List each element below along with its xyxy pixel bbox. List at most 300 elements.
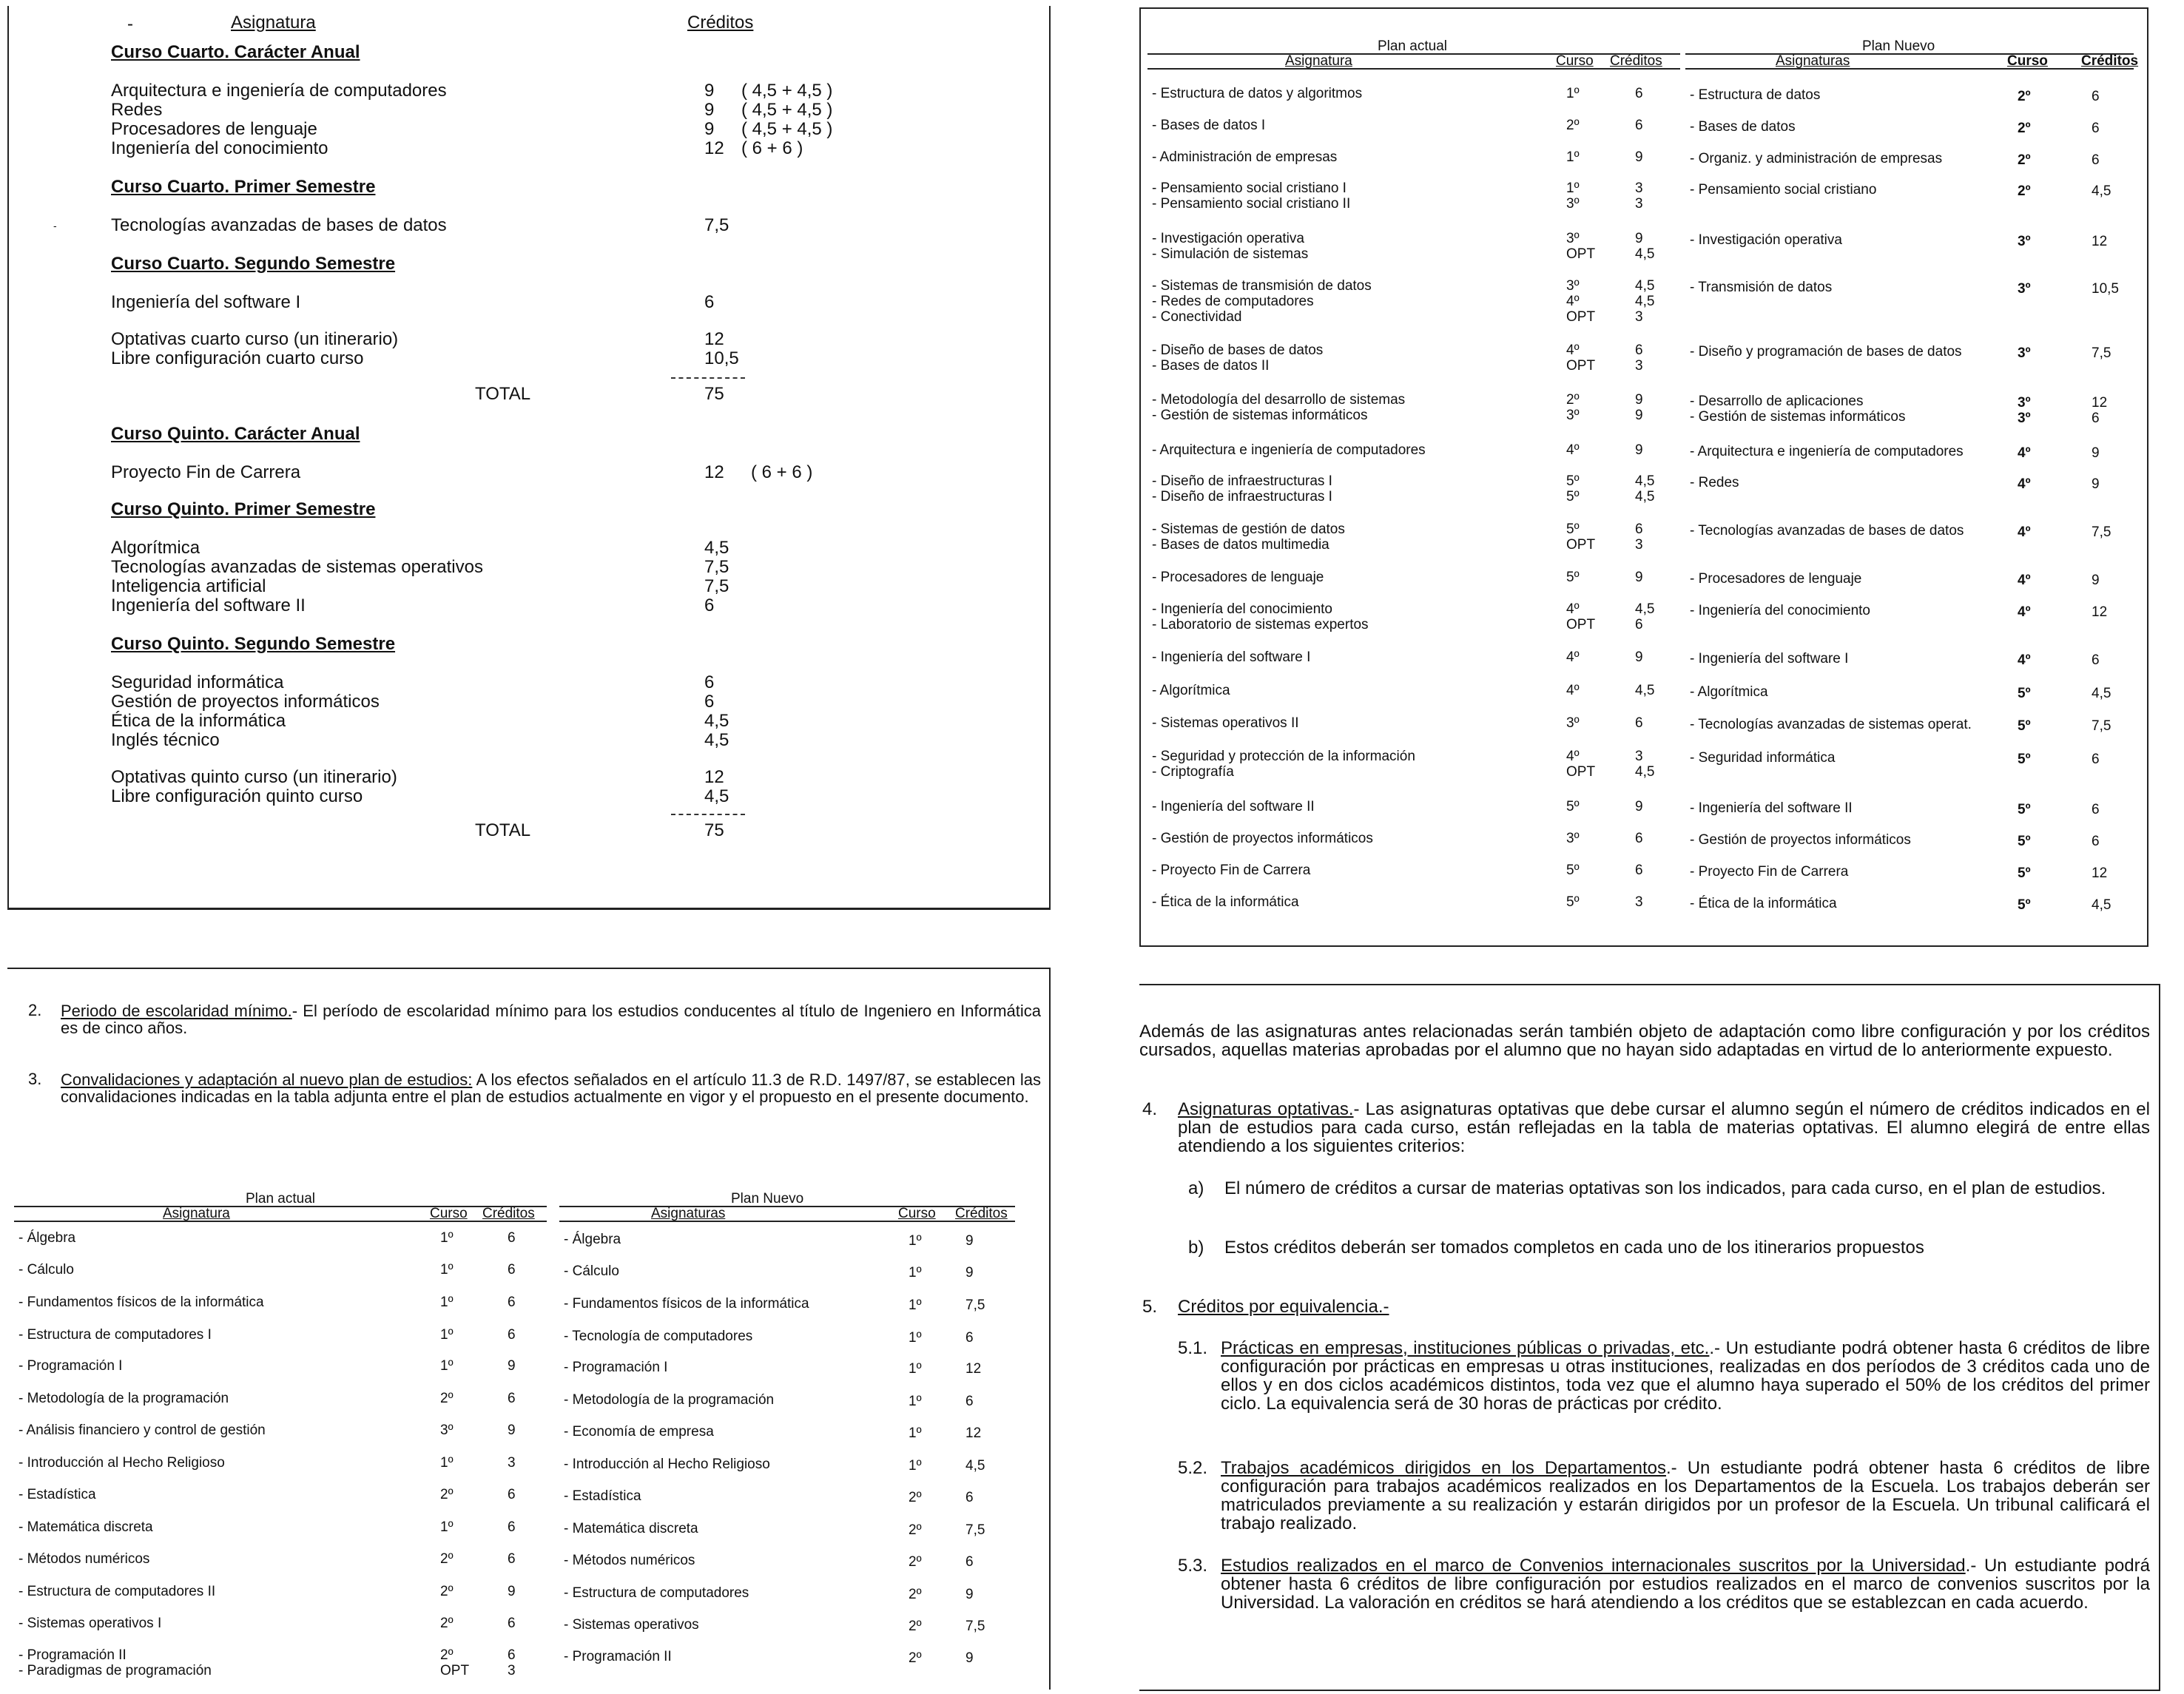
old-credits: 6 xyxy=(508,1519,516,1535)
old-course: 2º xyxy=(440,1551,454,1567)
old-credits: 4,5 xyxy=(1635,489,1655,505)
old-course: 3º xyxy=(440,1423,454,1438)
table-rule xyxy=(1147,53,1680,55)
total-label: TOTAL xyxy=(475,820,531,840)
old-course: 5º xyxy=(1566,799,1580,814)
old-course: 2º xyxy=(440,1487,454,1502)
new-subject: - Estadística xyxy=(564,1488,641,1504)
old-credits: 3 xyxy=(1635,894,1643,910)
row-credits: 4,5 xyxy=(704,711,729,731)
row-name: Libre configuración quinto curso xyxy=(111,786,363,806)
subitem-title: Estudios realizados en el marco de Convenios internacionales suscritos por la Universidad xyxy=(1221,1556,1966,1576)
new-course: 4º xyxy=(2018,652,2031,668)
old-subject: - Sistemas operativos I xyxy=(18,1616,162,1631)
panel-curso-cuarto-quinto xyxy=(7,6,1051,910)
old-credits: 6 xyxy=(508,1487,516,1502)
col-header-curso-new: Curso xyxy=(2007,53,2048,69)
old-subject: - Investigación operativa xyxy=(1152,231,1304,246)
old-subject: - Cálculo xyxy=(18,1262,74,1278)
old-subject: - Introducción al Hecho Religioso xyxy=(18,1455,225,1471)
old-course: OPT xyxy=(440,1663,470,1678)
new-course: 1º xyxy=(909,1330,922,1346)
old-course: OPT xyxy=(1566,764,1596,780)
new-subject: - Cálculo xyxy=(564,1263,619,1279)
subitem-title: Prácticas en empresas, instituciones públicas o privadas, etc. xyxy=(1221,1338,1710,1358)
old-subject: - Gestión de proyectos informáticos xyxy=(1152,831,1373,846)
new-subject: - Procesadores de lenguaje xyxy=(1690,571,1862,587)
new-credits: 9 xyxy=(965,1650,974,1666)
new-subject: - Sistemas operativos xyxy=(564,1617,699,1633)
sum-divider xyxy=(671,814,745,815)
old-subject: - Álgebra xyxy=(18,1230,76,1246)
new-course: 2º xyxy=(909,1490,922,1505)
row-credits: 7,5 xyxy=(704,576,729,596)
old-course: 5º xyxy=(1566,863,1580,878)
subitem-title: Trabajos académicos dirigidos en los Departamentos xyxy=(1221,1458,1666,1478)
row-detail: ( 6 + 6 ) xyxy=(741,138,803,158)
new-subject: - Redes xyxy=(1690,475,1739,490)
row-name: Arquitectura e ingeniería de computadores xyxy=(111,81,447,101)
row-name: Ingeniería del software II xyxy=(111,595,306,615)
old-credits: 4,5 xyxy=(1635,294,1655,309)
item-title: Créditos por equivalencia.- xyxy=(1178,1297,1389,1317)
total-value: 75 xyxy=(704,820,724,840)
old-course: 1º xyxy=(440,1295,454,1310)
old-credits: 9 xyxy=(1635,799,1643,814)
old-subject: - Estadística xyxy=(18,1487,96,1502)
new-subject: - Proyecto Fin de Carrera xyxy=(1690,864,1849,880)
new-subject: - Ingeniería del software I xyxy=(1690,651,1849,667)
new-course: 2º xyxy=(2018,152,2031,168)
old-credits: 4,5 xyxy=(1635,764,1655,780)
old-credits: 3 xyxy=(1635,180,1643,196)
section-heading: Curso Quinto. Segundo Semestre xyxy=(111,634,396,654)
old-subject: - Programación I xyxy=(18,1358,123,1374)
new-subject: - Álgebra xyxy=(564,1232,621,1247)
row-credits: 9 xyxy=(704,81,715,101)
bullet-mark: - xyxy=(53,220,57,232)
item-number: 2. xyxy=(28,1001,42,1019)
dash-mark: - xyxy=(127,14,133,34)
new-credits: 9 xyxy=(2092,476,2100,492)
new-subject: - Bases de datos xyxy=(1690,119,1796,135)
old-subject: - Gestión de sistemas informáticos xyxy=(1152,408,1368,423)
new-credits: 9 xyxy=(965,1265,974,1280)
new-credits: 9 xyxy=(965,1233,974,1249)
intro-paragraph: Además de las asignaturas antes relacionadas serán también objeto de adaptación como libre configuración y por los créditos cursados, aquellas materias aprobadas por el alumno que no hayan sido adaptadas en virtud de lo anteriormente expuesto. xyxy=(1139,1022,2150,1060)
row-name: Ética de la informática xyxy=(111,711,286,731)
new-course: 2º xyxy=(909,1587,922,1602)
new-subject: - Programación I xyxy=(564,1360,668,1375)
old-subject: - Criptografía xyxy=(1152,764,1234,780)
item-text: - El período de escolaridad mínimo para los estudios conducentes al título de Ingeniero en Informática es de cinco años. xyxy=(61,1002,1042,1037)
list-text: Estos créditos deberán ser tomados completos en cada uno de los itinerarios propuestos xyxy=(1224,1238,1924,1258)
row-credits: 6 xyxy=(704,672,715,692)
row-credits: 9 xyxy=(704,119,715,139)
old-course: 2º xyxy=(440,1391,454,1406)
section-heading: Curso Cuarto. Primer Semestre xyxy=(111,177,376,197)
row-name: Inglés técnico xyxy=(111,730,220,750)
new-course: 2º xyxy=(2018,183,2031,199)
plan-nuevo-header: Plan Nuevo xyxy=(1862,38,1935,54)
subitem-paragraph xyxy=(1221,1339,2150,1413)
old-course: 4º xyxy=(1566,601,1580,617)
new-subject: - Ingeniería del software II xyxy=(1690,800,1853,816)
old-subject: - Procesadores de lenguaje xyxy=(1152,570,1324,585)
old-course: OPT xyxy=(1566,309,1596,325)
header-asignatura: Asignatura xyxy=(231,13,316,33)
new-subject: - Transmisión de datos xyxy=(1690,280,1833,295)
old-credits: 6 xyxy=(1635,617,1643,632)
new-subject: - Tecnologías avanzadas de sistemas operat. xyxy=(1690,717,1972,732)
old-subject: - Estructura de computadores I xyxy=(18,1327,212,1343)
section-heading: Curso Quinto. Primer Semestre xyxy=(111,499,376,519)
old-course: 3º xyxy=(1566,831,1580,846)
old-course: 3º xyxy=(1566,196,1580,212)
row-name: Inteligencia artificial xyxy=(111,576,266,596)
old-subject: - Conectividad xyxy=(1152,309,1242,325)
old-subject: - Algorítmica xyxy=(1152,683,1230,698)
old-course: 1º xyxy=(1566,180,1580,196)
old-credits: 6 xyxy=(508,1327,516,1343)
new-course: 2º xyxy=(2018,121,2031,136)
old-credits: 6 xyxy=(508,1551,516,1567)
old-credits: 4,5 xyxy=(1635,601,1655,617)
new-subject: - Ética de la informática xyxy=(1690,896,1837,911)
old-course: OPT xyxy=(1566,617,1596,632)
new-credits: 6 xyxy=(2092,652,2100,668)
old-credits: 6 xyxy=(508,1262,516,1278)
old-subject: - Proyecto Fin de Carrera xyxy=(1152,863,1311,878)
new-course: 3º xyxy=(2018,234,2031,249)
new-subject: - Economía de empresa xyxy=(564,1424,714,1440)
old-course: 1º xyxy=(440,1262,454,1278)
old-subject: - Ética de la informática xyxy=(1152,894,1299,910)
col-header-creditos-new: Créditos xyxy=(955,1206,1008,1221)
new-credits: 9 xyxy=(2092,445,2100,461)
row-name: Seguridad informática xyxy=(111,672,284,692)
old-credits: 6 xyxy=(1635,342,1643,358)
new-subject: - Tecnología de computadores xyxy=(564,1329,753,1344)
old-course: 4º xyxy=(1566,749,1580,764)
new-subject: - Fundamentos físicos de la informática xyxy=(564,1296,809,1312)
row-name: Libre configuración cuarto curso xyxy=(111,348,364,368)
old-credits: 6 xyxy=(1635,118,1643,133)
old-subject: - Diseño de infraestructuras I xyxy=(1152,489,1332,505)
old-course: 4º xyxy=(1566,342,1580,358)
old-credits: 4,5 xyxy=(1635,473,1655,489)
old-subject: - Bases de datos II xyxy=(1152,358,1270,374)
old-course: 4º xyxy=(1566,294,1580,309)
new-subject: - Diseño y programación de bases de datos xyxy=(1690,344,1962,360)
old-course: 5º xyxy=(1566,473,1580,489)
new-course: 2º xyxy=(909,1650,922,1666)
row-name: Algorítmica xyxy=(111,538,200,558)
row-credits: 6 xyxy=(704,595,715,615)
item-number: 3. xyxy=(28,1070,42,1088)
col-header-curso-new: Curso xyxy=(898,1206,936,1221)
new-subject: - Organiz. y administración de empresas xyxy=(1690,151,1943,166)
row-name: Gestión de proyectos informáticos xyxy=(111,692,380,712)
sum-divider xyxy=(671,377,745,379)
col-header-curso: Curso xyxy=(430,1206,468,1221)
new-course: 5º xyxy=(2018,834,2031,849)
old-credits: 3 xyxy=(1635,309,1643,325)
table-rule xyxy=(1147,68,1680,70)
panel-adaptation-table-upper xyxy=(1139,7,2148,947)
new-course: 1º xyxy=(909,1458,922,1474)
old-credits: 9 xyxy=(1635,442,1643,458)
old-credits: 6 xyxy=(508,1616,516,1631)
row-credits: 6 xyxy=(704,292,715,312)
new-subject: - Desarrollo de aplicaciones xyxy=(1690,394,1864,409)
new-course: 3º xyxy=(2018,281,2031,297)
new-subject: - Ingeniería del conocimiento xyxy=(1690,603,1870,618)
total-value: 75 xyxy=(704,384,724,404)
new-credits: 6 xyxy=(2092,121,2100,136)
header-creditos: Créditos xyxy=(687,13,754,33)
old-credits: 6 xyxy=(1635,863,1643,878)
row-credits: 12 xyxy=(704,462,724,482)
new-course: 3º xyxy=(2018,345,2031,361)
old-subject: - Fundamentos físicos de la informática xyxy=(18,1295,264,1310)
new-course: 5º xyxy=(2018,865,2031,881)
old-credits: 6 xyxy=(508,1647,516,1663)
old-subject: - Ingeniería del software II xyxy=(1152,799,1315,814)
old-course: 5º xyxy=(1566,489,1580,505)
old-credits: 4,5 xyxy=(1635,278,1655,294)
new-credits: 12 xyxy=(965,1425,982,1441)
panel-optativas-equivalencia xyxy=(1139,984,2160,1691)
new-credits: 4,5 xyxy=(2092,183,2111,199)
new-course: 1º xyxy=(909,1298,922,1313)
new-credits: 12 xyxy=(2092,865,2108,881)
item-title: Asignaturas optativas. xyxy=(1178,1099,1354,1119)
old-subject: - Estructura de computadores II xyxy=(18,1584,216,1599)
plan-nuevo-header: Plan Nuevo xyxy=(731,1191,804,1207)
panel-convalidaciones xyxy=(7,968,1051,1690)
subitem-text: .- Un estudiante podrá obtener hasta 6 créditos de libre configuración por estudios realizados en el marco de convenios suscritos por la Universidad. La valoración en créditos se hará atendiendo a los créditos que se establezcan en cada acuerdo. xyxy=(1221,1556,2150,1613)
new-course: 5º xyxy=(2018,752,2031,767)
subitem-paragraph xyxy=(1221,1459,2150,1533)
item-number: 4. xyxy=(1142,1099,1158,1119)
col-header-asignaturas: Asignaturas xyxy=(651,1206,726,1221)
row-credits: 12 xyxy=(704,767,724,787)
old-subject: - Paradigmas de programación xyxy=(18,1663,212,1678)
old-subject: - Pensamiento social cristiano I xyxy=(1152,180,1347,196)
old-credits: 6 xyxy=(508,1295,516,1310)
row-credits: 7,5 xyxy=(704,557,729,577)
new-credits: 6 xyxy=(965,1394,974,1409)
table-rule xyxy=(559,1221,1015,1222)
old-subject: - Métodos numéricos xyxy=(18,1551,150,1567)
row-credits: 4,5 xyxy=(704,538,729,558)
old-subject: - Ingeniería del conocimiento xyxy=(1152,601,1332,617)
new-credits: 6 xyxy=(2092,834,2100,849)
new-subject: - Gestión de sistemas informáticos xyxy=(1690,409,1906,425)
old-credits: 6 xyxy=(508,1391,516,1406)
list-text: El número de créditos a cursar de materias optativas son los indicados, para cada curso, en el plan de estudios. xyxy=(1224,1178,2106,1198)
old-credits: 3 xyxy=(1635,749,1643,764)
old-course: 1º xyxy=(1566,86,1580,101)
old-subject: - Administración de empresas xyxy=(1152,149,1338,165)
old-course: 3º xyxy=(1566,278,1580,294)
new-credits: 6 xyxy=(2092,802,2100,817)
new-credits: 6 xyxy=(965,1330,974,1346)
new-credits: 9 xyxy=(965,1587,974,1602)
old-course: 1º xyxy=(440,1230,454,1246)
old-course: OPT xyxy=(1566,246,1596,262)
new-course: 5º xyxy=(2018,686,2031,701)
row-name: Optativas quinto curso (un itinerario) xyxy=(111,767,397,787)
old-subject: - Seguridad y protección de la información xyxy=(1152,749,1415,764)
new-subject: - Introducción al Hecho Religioso xyxy=(564,1457,770,1472)
row-detail: ( 4,5 + 4,5 ) xyxy=(741,100,833,120)
new-subject: - Matemática discreta xyxy=(564,1521,698,1536)
new-credits: 4,5 xyxy=(2092,897,2111,913)
old-subject: - Estructura de datos y algoritmos xyxy=(1152,86,1363,101)
old-credits: 9 xyxy=(1635,149,1643,165)
old-subject: - Sistemas de gestión de datos xyxy=(1152,522,1345,537)
col-header-asignaturas: Asignaturas xyxy=(1776,53,1850,69)
new-credits: 6 xyxy=(2092,89,2100,104)
row-credits: 10,5 xyxy=(704,348,739,368)
new-course: 2º xyxy=(909,1619,922,1634)
row-detail: ( 4,5 + 4,5 ) xyxy=(741,119,833,139)
old-course: 1º xyxy=(1566,149,1580,165)
new-course: 4º xyxy=(2018,524,2031,540)
row-credits: 12 xyxy=(704,138,724,158)
old-course: 3º xyxy=(1566,231,1580,246)
old-subject: - Análisis financiero y control de gestión xyxy=(18,1423,266,1438)
old-credits: 3 xyxy=(508,1455,516,1471)
plan-actual-header: Plan actual xyxy=(1378,38,1448,54)
old-credits: 3 xyxy=(508,1663,516,1678)
new-credits: 4,5 xyxy=(2092,686,2111,701)
item-paragraph xyxy=(1178,1100,2150,1155)
new-credits: 12 xyxy=(2092,604,2108,620)
new-credits: 12 xyxy=(2092,234,2108,249)
row-name: Ingeniería del software I xyxy=(111,292,301,312)
new-subject: - Metodología de la programación xyxy=(564,1392,775,1408)
item-paragraph xyxy=(61,1002,1041,1036)
plan-actual-header: Plan actual xyxy=(246,1191,316,1207)
subitem-paragraph xyxy=(1221,1556,2150,1612)
col-header-curso: Curso xyxy=(1556,53,1594,69)
new-credits: 4,5 xyxy=(965,1458,985,1474)
item-title: Periodo de escolaridad mínimo. xyxy=(61,1002,292,1020)
new-course: 4º xyxy=(2018,604,2031,620)
new-credits: 10,5 xyxy=(2092,281,2119,297)
old-course: 2º xyxy=(440,1584,454,1599)
old-subject: - Ingeniería del software I xyxy=(1152,649,1311,665)
new-course: 2º xyxy=(909,1522,922,1538)
old-credits: 4,5 xyxy=(1635,683,1655,698)
old-subject: - Simulación de sistemas xyxy=(1152,246,1309,262)
table-rule xyxy=(14,1221,547,1222)
old-course: OPT xyxy=(1566,358,1596,374)
old-subject: - Sistemas de transmisión de datos xyxy=(1152,278,1372,294)
old-subject: - Metodología de la programación xyxy=(18,1391,229,1406)
old-subject: - Metodología del desarrollo de sistemas xyxy=(1152,392,1406,408)
old-subject: - Pensamiento social cristiano II xyxy=(1152,196,1351,212)
old-credits: 9 xyxy=(1635,231,1643,246)
old-course: 1º xyxy=(440,1519,454,1535)
row-credits: 4,5 xyxy=(704,786,729,806)
old-credits: 6 xyxy=(1635,715,1643,731)
new-credits: 7,5 xyxy=(965,1298,985,1313)
old-credits: 6 xyxy=(1635,831,1643,846)
old-course: 2º xyxy=(440,1647,454,1663)
table-rule xyxy=(559,1206,1015,1207)
new-credits: 6 xyxy=(2092,411,2100,426)
old-credits: 9 xyxy=(1635,392,1643,408)
old-subject: - Arquitectura e ingeniería de computadores xyxy=(1152,442,1426,458)
row-credits: 9 xyxy=(704,100,715,120)
row-credits: 12 xyxy=(704,329,724,349)
row-credits: 6 xyxy=(704,692,715,712)
old-course: 4º xyxy=(1566,442,1580,458)
old-subject: - Sistemas operativos II xyxy=(1152,715,1299,731)
list-label: a) xyxy=(1188,1178,1204,1198)
old-course: 5º xyxy=(1566,570,1580,585)
new-credits: 12 xyxy=(965,1361,982,1377)
old-subject: - Redes de computadores xyxy=(1152,294,1314,309)
section-heading: Curso Quinto. Carácter Anual xyxy=(111,424,360,444)
old-subject: - Bases de datos multimedia xyxy=(1152,537,1329,553)
old-subject: - Programación II xyxy=(18,1647,127,1663)
old-subject: - Diseño de infraestructuras I xyxy=(1152,473,1332,489)
old-credits: 9 xyxy=(1635,570,1643,585)
subitem-text: .- Un estudiante podrá obtener hasta 6 créditos de libre configuración por prácticas en empresas u otras instituciones, realizadas en dos períodos de 3 créditos cada uno de ellos y en dos ciclos académicos distintos, toda vez que el alumno haya superado el 50% de los créditos del primer ciclo. La equivalencia será de 30 horas de prácticas por crédito. xyxy=(1221,1338,2150,1414)
old-course: 3º xyxy=(1566,408,1580,423)
new-subject: - Seguridad informática xyxy=(1690,750,1836,766)
old-credits: 9 xyxy=(508,1358,516,1374)
col-header-creditos-new: Créditos xyxy=(2081,53,2139,69)
row-detail: ( 6 + 6 ) xyxy=(751,462,813,482)
old-course: 2º xyxy=(1566,392,1580,408)
new-subject: - Investigación operativa xyxy=(1690,232,1842,248)
old-subject: - Laboratorio de sistemas expertos xyxy=(1152,617,1369,632)
old-credits: 3 xyxy=(1635,196,1643,212)
new-credits: 7,5 xyxy=(2092,718,2111,734)
subitem-number: 5.3. xyxy=(1178,1556,1208,1576)
new-course: 1º xyxy=(909,1233,922,1249)
new-course: 2º xyxy=(909,1554,922,1570)
new-credits: 6 xyxy=(2092,752,2100,767)
old-credits: 9 xyxy=(508,1423,516,1438)
total-label: TOTAL xyxy=(475,384,531,404)
item-title: Convalidaciones y adaptación al nuevo plan de estudios: xyxy=(61,1070,473,1089)
old-course: 1º xyxy=(440,1358,454,1374)
new-subject: - Estructura de datos xyxy=(1690,87,1821,103)
old-subject: - Diseño de bases de datos xyxy=(1152,342,1324,358)
table-rule xyxy=(1685,53,2134,55)
new-subject: - Tecnologías avanzadas de bases de datos xyxy=(1690,523,1964,539)
row-detail: ( 4,5 + 4,5 ) xyxy=(741,81,833,101)
row-name: Tecnologías avanzadas de bases de datos xyxy=(111,215,447,235)
new-credits: 7,5 xyxy=(965,1619,985,1634)
old-credits: 9 xyxy=(1635,649,1643,665)
row-name: Tecnologías avanzadas de sistemas operativos xyxy=(111,557,483,577)
new-course: 1º xyxy=(909,1425,922,1441)
subitem-number: 5.2. xyxy=(1178,1458,1208,1478)
old-subject: - Matemática discreta xyxy=(18,1519,153,1535)
row-name: Procesadores de lenguaje xyxy=(111,119,317,139)
new-credits: 6 xyxy=(2092,152,2100,168)
new-course: 5º xyxy=(2018,718,2031,734)
new-credits: 12 xyxy=(2092,395,2108,411)
